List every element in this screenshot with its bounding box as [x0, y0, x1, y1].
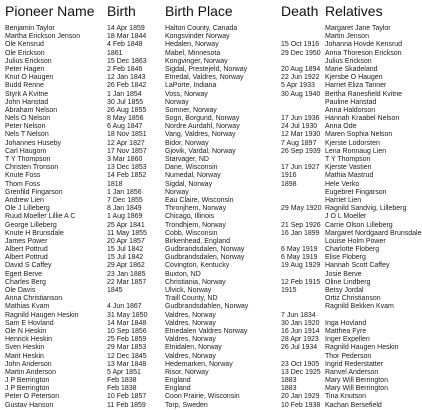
birth-place-cell: Valdres, Norway — [165, 352, 216, 360]
relatives-cell: Margaret Jane Taylor — [325, 25, 391, 32]
birth-place-cell: LaPorte, Indiana — [165, 82, 217, 90]
birth-date-cell: 30 Jul 1855 — [107, 98, 144, 106]
relatives-cell: Louise Holm Power — [325, 237, 386, 245]
relatives-cell: Betsy Jordal — [325, 287, 364, 294]
table-row — [0, 131, 400, 139]
death-date-cell: 7 Aug 1897 — [281, 139, 317, 147]
death-date-cell: 12 Mar 1930 — [281, 131, 321, 139]
relatives-cell: Maren Sophia Nelson — [325, 131, 393, 139]
death-date-cell: 16 Jun 1914 — [281, 327, 320, 335]
table-row — [0, 41, 403, 49]
birth-date-cell: 3 Mar 1860 — [107, 156, 143, 163]
birth-place-cell: Voss, Norway — [165, 90, 208, 98]
table-row — [0, 74, 400, 82]
pioneer-name-cell: Sven Heskin — [5, 344, 45, 352]
relatives-cell: Carrie Olson Lilleberg — [325, 221, 393, 229]
birth-date-cell: 11 Feb 1859 — [107, 401, 146, 409]
table-row — [0, 213, 400, 221]
birth-place-cell: Starvager, ND — [165, 156, 209, 163]
birth-place-cell: Coon Prairie, Wisconsin — [165, 393, 240, 401]
birth-date-cell: 4 Feb 1848 — [107, 41, 143, 49]
birth-date-cell: 1861 — [107, 49, 123, 57]
death-date-cell: 20 Jan 1929 — [281, 393, 320, 401]
relatives-cell: Ingrid Rederstatter — [325, 360, 383, 368]
birth-date-cell: 25 Apr 1841 — [107, 221, 145, 229]
birth-place-cell: Ulvick, Norway — [165, 287, 212, 294]
relatives-cell: Inger Expellen — [325, 336, 370, 344]
birth-date-cell: 10 Feb 1857 — [107, 393, 147, 401]
birth-place-cell: Numedal, Norway — [165, 172, 221, 180]
death-date-cell: 24 Jul 1930 — [281, 123, 318, 131]
pioneer-name-cell: Knute Foss — [5, 172, 41, 180]
pioneer-name-cell: Carl Haugom — [5, 147, 47, 155]
birth-place-cell: Bidor, Norway — [165, 139, 209, 147]
death-date-cell: 6 May 1919 — [281, 246, 318, 254]
birth-date-cell: 12 Jan 1843 — [107, 74, 146, 82]
pioneer-name-cell: Julius Erickson — [5, 57, 52, 65]
pioneer-name-cell: Thom Foss — [5, 180, 41, 188]
birth-date-cell: 13 Dec 1853 — [107, 164, 147, 172]
birth-place-cell: Valdres, Norway — [165, 319, 216, 327]
birth-place-cell: Covington, Kentucky — [165, 262, 230, 270]
table-row — [0, 353, 400, 361]
relatives-cell: Eugebret Fingarson — [325, 188, 387, 196]
table-row — [0, 402, 400, 410]
relatives-cell: Ranvel Anderson — [325, 368, 379, 376]
relatives-cell: Marie Skadeland — [325, 65, 378, 73]
pioneer-name-cell: Gustav Hanson — [5, 401, 54, 409]
table-row — [0, 246, 400, 254]
table-row — [0, 58, 400, 66]
birth-place-cell: Christiania, Norway — [165, 278, 226, 286]
relatives-cell: Mary Will Berrington — [325, 377, 389, 385]
birth-date-cell: Feb 1838 — [107, 385, 137, 393]
death-date-cell: 22 Jun 1922 — [281, 74, 320, 82]
table-row — [0, 99, 400, 107]
pioneer-name-cell: Anna Christianson — [5, 295, 63, 303]
death-date-cell: 20 Aug 1894 — [281, 65, 321, 73]
death-date-cell: 15 Oct 1916 — [281, 41, 320, 49]
relatives-cell: Ragnild Haugen Heskin — [325, 344, 399, 352]
death-date-cell: 23 Oct 1905 — [281, 360, 320, 368]
birth-place-cell: Etnedal, Valdres, Norway — [165, 74, 244, 82]
header-birth-place: Birth Place — [165, 3, 233, 19]
birth-place-cell: Trondhjem, Norway — [165, 221, 226, 229]
relatives-cell: Pauline Hanstad — [325, 98, 377, 106]
pioneer-name-cell: Henrick Heskin — [5, 336, 53, 344]
pioneer-name-cell: Sam E Hovland — [5, 319, 54, 327]
relatives-cell: Elise Floberg — [325, 254, 366, 262]
relatives-cell: Martin Jenson — [325, 33, 369, 41]
relatives-cell: Lena Ronnaug Lien — [325, 147, 387, 155]
pioneer-name-cell: Knute H Brunsdale — [5, 229, 64, 237]
table-row — [0, 320, 400, 328]
table-row — [0, 262, 400, 270]
birth-place-cell: Vang, Valdres, Norway — [165, 131, 236, 139]
birth-place-cell: Etnedalen Valdres Norway — [165, 327, 248, 335]
relatives-cell: Kjerste Vastien — [325, 164, 372, 172]
table-row — [0, 66, 400, 74]
table-row — [0, 377, 400, 385]
table-row — [0, 393, 400, 401]
table-row — [0, 148, 400, 156]
pioneer-name-cell: Peter O Peterson — [5, 393, 60, 401]
pioneer-name-cell: Ole Kensrud — [5, 41, 44, 49]
relatives-cell: Anna Ode — [325, 123, 357, 131]
relatives-cell: T Y Thompson — [325, 156, 371, 163]
relatives-cell: Mathia Mastrud — [325, 172, 374, 180]
birth-date-cell: 6 Aug 1847 — [107, 123, 143, 131]
death-date-cell: 1898 — [281, 180, 297, 188]
death-date-cell: 28 Apr 1923 — [281, 336, 319, 344]
table-row — [0, 107, 400, 115]
death-date-cell: 30 Jan 1920 — [281, 319, 320, 327]
table-row — [0, 361, 400, 369]
pioneer-name-cell: Benjamin Taylor — [5, 25, 55, 32]
birth-date-cell: 15 Jul 1842 — [107, 246, 144, 254]
birth-date-cell: 15 Dec 1863 — [107, 57, 147, 65]
birth-date-cell: 18 Mar 1844 — [107, 33, 147, 41]
relatives-cell: Kjersbe O Haugen — [325, 74, 383, 82]
relatives-cell: Oline Lindberg — [325, 278, 371, 286]
birth-date-cell: 31 May 1850 — [107, 311, 148, 319]
birth-place-cell: Sigdal, Prestejeld, Norway — [165, 65, 248, 73]
relatives-cell: Harriet Lien — [325, 196, 362, 204]
relatives-cell: Johanna Hovde Kensrud — [325, 41, 403, 49]
table-row — [0, 254, 400, 262]
death-date-cell: 1883 — [281, 385, 297, 393]
birth-date-cell: 1 Jan 1856 — [107, 188, 142, 196]
relatives-cell: Anna Haldorson — [325, 106, 376, 114]
relatives-cell: Matthea Fyre — [325, 327, 367, 335]
death-date-cell: 7 Jun 1834 — [281, 311, 316, 319]
relatives-cell: Hannah Scott Caffey — [325, 262, 390, 270]
pioneer-name-cell: Martin Anderson — [5, 368, 56, 376]
death-date-cell: 29 May 1920 — [281, 205, 322, 213]
table-row — [0, 189, 400, 197]
pioneer-name-cell: Martha Erickson Jenson — [5, 33, 81, 41]
death-date-cell: 5 Apr 1933 — [281, 82, 315, 90]
birth-place-cell: Dane, Wisconsin — [165, 164, 218, 172]
table-row — [0, 172, 400, 180]
relatives-cell: Julius Erickson — [325, 57, 372, 65]
death-date-cell: 26 Sep 1939 — [281, 147, 321, 155]
birth-place-cell: Traill County, ND — [165, 295, 218, 303]
table-row — [0, 164, 400, 172]
relatives-cell: Mary Will Berrington — [325, 385, 389, 393]
pioneer-name-cell: Charles Berg — [5, 278, 46, 286]
pioneer-name-cell: Peter Nelson — [5, 123, 46, 131]
birth-place-cell: Valdres, Norway — [165, 311, 216, 319]
birth-date-cell: 23 Jan 1885 — [107, 270, 146, 278]
table-row — [0, 344, 400, 352]
birth-place-cell: Thronjhem, Norway — [165, 205, 227, 213]
birth-date-cell: 5 Apr 1851 — [107, 368, 141, 376]
pioneer-name-cell: Grenfild Fingarson — [5, 188, 63, 196]
birth-place-cell: Kongvinger, Norway — [165, 57, 228, 65]
pioneer-name-cell: Christen Tronson — [5, 164, 59, 172]
death-date-cell: 1883 — [281, 377, 297, 385]
birth-date-cell: 25 Feb 1859 — [107, 336, 147, 344]
birth-place-cell: Gudbrandsdalen, Norway — [165, 246, 245, 254]
relatives-cell: Bertha Ranesfield Kvitne — [325, 90, 403, 98]
birth-date-cell: 26 Aug 1855 — [107, 106, 147, 114]
birth-place-cell: Birkenhead, England — [165, 237, 230, 245]
pioneer-name-cell: Albert Pottrud — [5, 254, 48, 262]
pioneer-name-cell: Ole Erickson — [5, 49, 45, 57]
pioneer-name-cell: Nels T Nelson — [5, 131, 49, 139]
pioneer-name-cell: George Lilleberg — [5, 221, 57, 229]
birth-place-cell: Norway — [165, 98, 189, 106]
birth-place-cell: Risor, Norway — [165, 368, 209, 376]
pioneer-name-cell: David S Caffey — [5, 262, 52, 270]
death-date-cell: 19 Aug 1929 — [281, 262, 321, 270]
table-row — [0, 156, 400, 164]
birth-date-cell: 15 Jul 1842 — [107, 254, 144, 262]
relatives-cell: Charlotte Floberg — [325, 246, 380, 254]
pioneer-name-cell: Budd Renne — [5, 82, 44, 90]
table-row — [0, 222, 400, 230]
birth-place-cell: Buxton, ND — [165, 270, 201, 278]
table-row — [0, 287, 400, 295]
birth-date-cell: 1845 — [107, 287, 123, 294]
pioneer-name-cell: James Power — [5, 237, 48, 245]
birth-place-cell: Gudbrandsdalen, Norway — [165, 254, 245, 262]
death-date-cell: 1916 — [281, 172, 297, 180]
birth-date-cell: 8 Jan 1849 — [107, 205, 142, 213]
death-date-cell: 29 Dec 1950 — [281, 49, 321, 57]
table-row — [0, 25, 400, 33]
birth-place-cell: Hedalen, Norway — [165, 41, 219, 49]
birth-date-cell: 29 Apr 1862 — [107, 262, 145, 270]
column-header-row — [0, 0, 400, 25]
relatives-cell: Ragnild Sandvig, Lilleberg — [325, 205, 407, 213]
birth-date-cell: 14 Feb 1852 — [107, 172, 147, 180]
birth-place-cell: England — [165, 385, 191, 393]
table-row — [0, 303, 400, 311]
table-row — [0, 295, 400, 303]
pioneer-name-cell: Mathias Kvam — [5, 303, 50, 311]
table-row — [0, 197, 400, 205]
pioneer-name-cell: Ole Davis — [5, 287, 36, 294]
death-date-cell: 1915 — [281, 287, 297, 294]
birth-date-cell: 1 Jan 1854 — [107, 90, 142, 98]
relatives-cell: Harriet Eliza Tanner — [325, 82, 387, 90]
relatives-cell: Josie Berve — [325, 270, 362, 278]
birth-date-cell: 22 Mar 1857 — [107, 278, 147, 286]
birth-date-cell: 11 May 1855 — [107, 229, 147, 237]
pioneer-name-cell: Nels O Nelson — [5, 115, 51, 123]
pioneer-name-cell: Johannes Huseby — [5, 139, 62, 147]
table-row — [0, 205, 407, 213]
pioneer-name-cell: T Y Thompson — [5, 156, 51, 163]
table-row — [0, 115, 400, 123]
birth-date-cell: 2 Feb 1846 — [107, 65, 143, 73]
birth-place-cell: Nordre Aurdahl, Norway — [165, 123, 240, 131]
relatives-cell: Inga Hovland — [325, 319, 367, 327]
pioneer-name-cell: Egert Berve — [5, 270, 42, 278]
table-row — [0, 279, 400, 287]
birth-date-cell: 26 Feb 1842 — [107, 82, 147, 90]
table-row — [0, 82, 400, 90]
pioneer-name-cell: John Anderson — [5, 360, 52, 368]
birth-date-cell: 17 Nov 1857 — [107, 147, 147, 155]
birth-place-cell: Sigdal, Norway — [165, 180, 213, 188]
pioneer-table-body — [0, 25, 422, 410]
table-row — [0, 238, 400, 246]
birth-date-cell: 14 Mar 1848 — [107, 319, 147, 327]
birth-place-cell: Kongsvinder Norway — [165, 33, 230, 41]
birth-date-cell: 4 Jun 1867 — [107, 303, 142, 311]
pioneer-name-cell: Andrew Lien — [5, 196, 44, 204]
pioneer-name-cell: Ragnild Haugen Heskin — [5, 311, 79, 319]
birth-date-cell: Feb 1838 — [107, 377, 137, 385]
birth-date-cell: 14 Apr 1859 — [107, 25, 145, 32]
pioneer-name-cell: Albert Pottrud — [5, 246, 48, 254]
relatives-cell: Tina Knutson — [325, 393, 366, 401]
birth-date-cell: 7 Dec 1855 — [107, 196, 143, 204]
table-row — [0, 90, 403, 99]
relatives-cell: Hannah Kraabel Nelson — [325, 115, 400, 123]
pioneer-name-cell: Ole J Lilleberg — [5, 205, 50, 213]
pioneer-name-cell: J P Berrington — [5, 377, 50, 385]
death-date-cell: 10 Feb 1938 — [281, 401, 321, 409]
death-date-cell: 6 May 1919 — [281, 254, 318, 262]
table-row — [0, 385, 400, 393]
birth-date-cell: 1818 — [107, 180, 123, 188]
relatives-cell: Anna Thoreson Erickson — [325, 49, 402, 57]
birth-date-cell: 12 Dec 1845 — [107, 352, 147, 360]
birth-date-cell: 10 Sep 1856 — [107, 327, 147, 335]
pioneer-name-cell: Abraham Nelson — [5, 106, 58, 114]
table-row — [0, 229, 422, 238]
birth-place-cell: Etnidalen, Norway — [165, 344, 222, 352]
pioneer-name-cell: Knut O Haugen — [5, 74, 54, 82]
birth-date-cell: 12 Apr 1827 — [107, 139, 145, 147]
death-date-cell: 17 Jun 1936 — [281, 115, 320, 123]
birth-place-cell: Sogn, Borgund, Norway — [165, 115, 240, 123]
relatives-cell: Ortiz Christianson — [325, 295, 381, 303]
table-row — [0, 50, 400, 58]
pioneer-name-cell: Ruud Moeller Lillie A C — [5, 213, 76, 221]
table-row — [0, 33, 400, 41]
table-row — [0, 328, 400, 336]
relatives-cell: Kjerste Lodorsten — [325, 139, 380, 147]
pioneer-name-cell: J P Berrington — [5, 385, 50, 393]
death-date-cell: 13 Dec 1925 — [281, 368, 321, 376]
relatives-cell: J O L Moeller — [325, 213, 367, 221]
birth-place-cell: England — [165, 377, 191, 385]
relatives-cell: Hele Verko — [325, 180, 360, 188]
table-row — [0, 140, 400, 148]
pioneer-name-cell: Styrk A Kvitne — [5, 90, 49, 98]
pioneer-name-cell: Marit Heskin — [5, 352, 44, 360]
pioneer-name-cell: John Hanstad — [5, 98, 49, 106]
death-date-cell: 26 Jul 1934 — [281, 344, 318, 352]
birth-place-cell: Torp, Sweden — [165, 401, 208, 409]
table-row — [0, 123, 400, 131]
relatives-cell: Ragnild Bekken Kvam — [325, 303, 394, 311]
pioneer-name-cell: Ole N Heskin — [5, 327, 47, 335]
death-date-cell: 17 Jun 1927 — [281, 164, 320, 172]
death-date-cell: 12 Feb 1915 — [281, 278, 321, 286]
birth-place-cell: Eau Claire, Wisconsin — [165, 196, 234, 204]
relatives-cell: Kachan Bersefield — [325, 401, 382, 409]
table-row — [0, 271, 400, 279]
table-row — [0, 336, 400, 344]
birth-place-cell: Hedemarken, Norway — [165, 360, 233, 368]
header-birth: Birth — [107, 3, 136, 19]
birth-place-cell: Gudbrandsdahlen, Norway — [165, 303, 249, 311]
table-row — [0, 369, 400, 377]
birth-place-cell: Somner, Norway — [165, 106, 217, 114]
header-relatives: Relatives — [325, 3, 383, 19]
death-date-cell: 16 Jan 1899 — [281, 229, 320, 237]
death-date-cell: 30 Aug 1940 — [281, 90, 321, 98]
birth-date-cell: 1 Aug 1869 — [107, 213, 143, 221]
birth-place-cell: Mabel, Minnesota — [165, 49, 221, 57]
birth-date-cell: 18 Nov 1851 — [107, 131, 147, 139]
death-date-cell: 21 Sep 1926 — [281, 221, 321, 229]
birth-place-cell: Norway — [165, 188, 189, 196]
table-row — [0, 181, 400, 189]
header-pioneer-name: Pioneer Name — [5, 3, 95, 19]
birth-date-cell: 8 May 1856 — [107, 115, 144, 123]
birth-place-cell: Chicago, Illinois — [165, 213, 215, 221]
pioneer-name-cell: Peter Hagen — [5, 65, 45, 73]
relatives-cell: Margaret Nordgaard Brunsdale — [325, 229, 422, 237]
relatives-cell: Thor Pederson — [325, 352, 372, 360]
header-death: Death — [281, 3, 319, 19]
birth-date-cell: 29 Mar 1853 — [107, 344, 147, 352]
birth-place-cell: Halton County, Canada — [165, 25, 238, 32]
birth-place-cell: Gjovik, Vardal, Norway — [165, 147, 236, 155]
birth-place-cell: Cobb, Wisconsin — [165, 229, 218, 237]
birth-place-cell: Valdres, Norway — [165, 336, 216, 344]
birth-date-cell: 13 Mar 1848 — [107, 360, 147, 368]
table-row — [0, 312, 400, 320]
birth-date-cell: 20 Apr 1857 — [107, 237, 145, 245]
